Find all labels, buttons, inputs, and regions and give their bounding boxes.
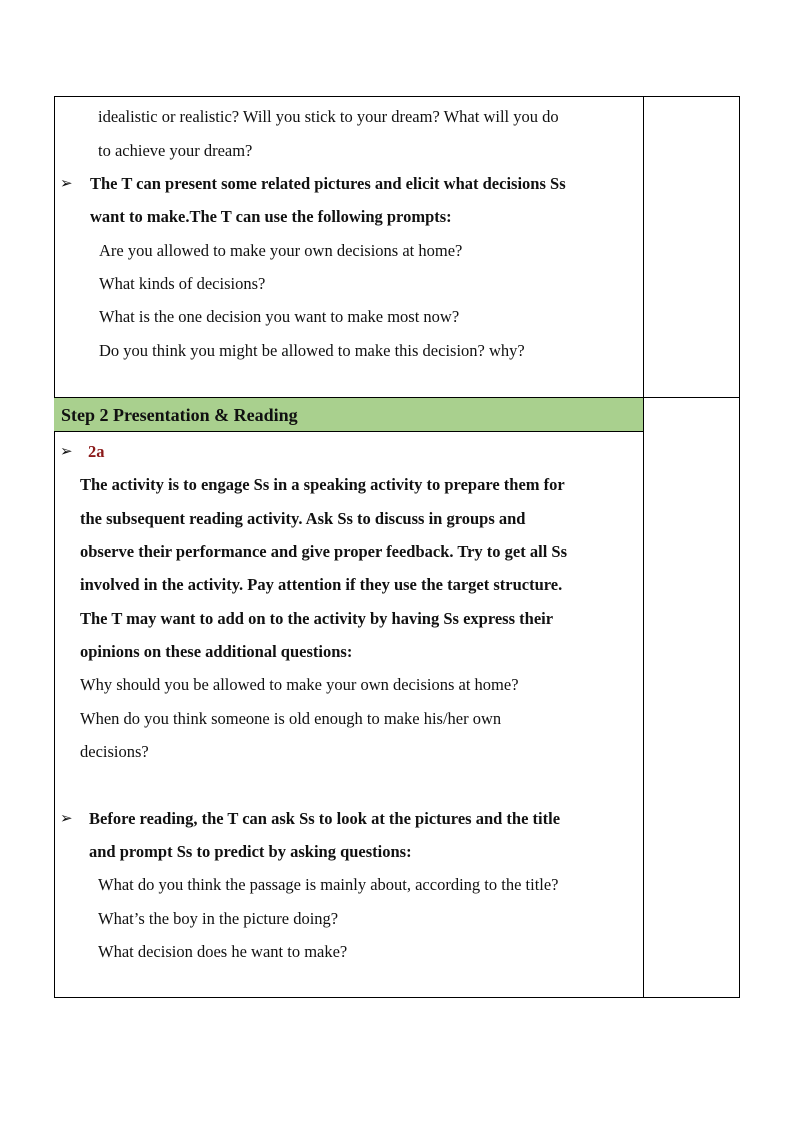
- step-title: Step 2 Presentation & Reading: [61, 405, 298, 425]
- table-border-left: [54, 96, 55, 998]
- prompt-2: What kinds of decisions?: [99, 274, 266, 293]
- arrow-bullet-icon: ➢: [60, 176, 73, 192]
- arrow-bullet-icon: ➢: [60, 444, 73, 460]
- table-border-right: [739, 96, 740, 998]
- prediction-question-2: What’s the boy in the picture doing?: [98, 909, 339, 928]
- step-band-bottom: [54, 431, 644, 432]
- arrow-bullet-icon: ➢: [60, 811, 73, 827]
- prediction-question-1: What do you think the passage is mainly about, according to the title?: [98, 875, 559, 894]
- activity-para-line-6: opinions on these additional questions:: [80, 642, 353, 661]
- prompt-3: What is the one decision you want to make most now?: [99, 307, 460, 326]
- prompt-1: Are you allowed to make your own decisions at home?: [99, 241, 463, 260]
- activity-para-line-5: The T may want to add on to the activity by having Ss express their: [80, 609, 554, 628]
- dream-question-line-2: to achieve your dream?: [98, 141, 253, 160]
- table-border-top: [54, 96, 740, 97]
- prediction-question-3: What decision does he want to make?: [98, 942, 348, 961]
- prompt-4: Do you think you might be allowed to make this decision? why?: [99, 341, 525, 360]
- activity-label-2a: 2a: [88, 442, 105, 461]
- additional-question-1: Why should you be allowed to make your own decisions at home?: [80, 675, 519, 694]
- additional-question-2-line-1: When do you think someone is old enough to make his/her own: [80, 709, 502, 728]
- table-border-bottom: [54, 997, 740, 998]
- dream-question-line-1: idealistic or realistic? Will you stick to your dream? What will you do: [98, 107, 559, 126]
- bullet-2-line-2: and prompt Ss to predict by asking questions:: [89, 842, 412, 861]
- activity-para-line-3: observe their performance and give proper feedback. Try to get all Ss: [80, 542, 567, 561]
- activity-para-line-1: The activity is to engage Ss in a speaking activity to prepare them for: [80, 475, 565, 494]
- activity-para-line-4: involved in the activity. Pay attention if they use the target structure.: [80, 575, 563, 594]
- bullet-1-line-1: The T can present some related pictures and elicit what decisions Ss: [90, 174, 566, 193]
- lesson-plan-table: [54, 96, 740, 998]
- column-divider: [643, 96, 644, 998]
- bullet-2-line-1: Before reading, the T can ask Ss to look at the pictures and the title: [89, 809, 561, 828]
- activity-para-line-2: the subsequent reading activity. Ask Ss to discuss in groups and: [80, 509, 526, 528]
- bullet-1-line-2: want to make.The T can use the following prompts:: [90, 207, 452, 226]
- additional-question-2-line-2: decisions?: [80, 742, 149, 761]
